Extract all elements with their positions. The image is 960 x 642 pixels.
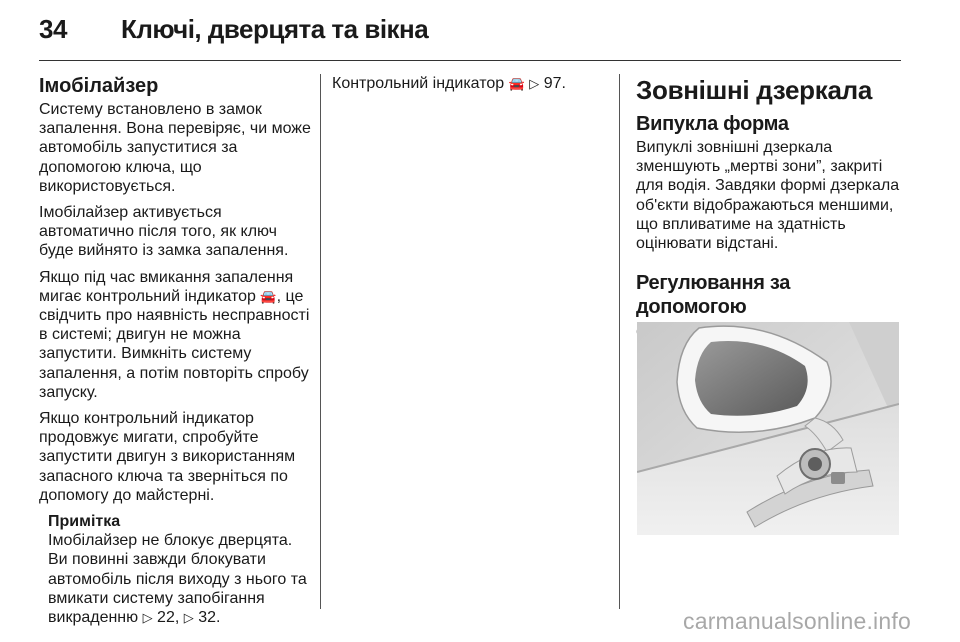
note-box [39,512,311,627]
chapter-title: Ключі, дверцята та вікна [121,14,429,44]
right-column [636,74,904,345]
car-key-warning-icon: 🚘 [260,288,277,304]
left-column [39,74,311,627]
subheading-electric-adjust: Регулювання за допомогою [636,272,791,319]
paragraph: Якщо під час вмикання запалення мигає контрольний індикатор 🚘, це свідчить про наявність несправності в системі; двигун не можна запустити. Вимкніть систему запалення, а потім повторіть спробу запуску. [39,268,310,401]
paragraph: Імобілайзер активується автоматично після того, як ключ буде вийнято із замка запалення. [39,204,289,260]
page-ref-link[interactable]: 32 [198,609,216,627]
section-heading-immobilizer: Імобілайзер [39,75,159,97]
column-divider-2 [619,74,620,609]
page-ref-link[interactable]: 22 [157,609,175,627]
paragraph: Систему встановлено в замок запалення. Вона перевіряє, чи може автомобіль запуститися за допомогою ключа, що використовується. [39,101,311,195]
page-ref-link[interactable]: 97 [543,75,562,92]
section-heading-mirrors: Зовнішні дзеркала [636,75,872,105]
page-number: 34 [39,14,67,44]
paragraph: Випуклі зовнішні дзеркала зменшують „мертві зони”, закриті для водія. Завдяки формі дзеркала об'єкти відображаються меншими, що впливатиме на здатність оцінювати відстані. [636,139,900,253]
middle-column [332,74,612,100]
subheading-convex: Випукла форма [636,113,789,135]
watermark: carmanualsonline.info [683,608,911,634]
note-text: Імобілайзер не блокує дверцята. Ви повинні завжди блокувати автомобіль після виходу з нього та вмикати систему запобігання викраденню ▷ 22, ▷ 32. [48,532,307,627]
triangle-ref-icon: ▷ [529,76,540,91]
car-key-warning-icon: 🚘 [508,76,525,91]
mirror-adjust-illustration [637,322,899,535]
header-rule [39,60,901,61]
triangle-ref-icon: ▷ [142,610,153,626]
column-divider-1 [320,74,321,609]
paragraph: Контрольний індикатор 🚘 ▷ 97. [332,75,566,92]
note-title: Примітка [48,513,121,531]
triangle-ref-icon: ▷ [183,610,194,626]
paragraph: Якщо контрольний індикатор продовжує мигати, спробуйте запустити двигун з використанням запасного ключа та зверніться по допомогу до майстерні. [39,410,296,504]
